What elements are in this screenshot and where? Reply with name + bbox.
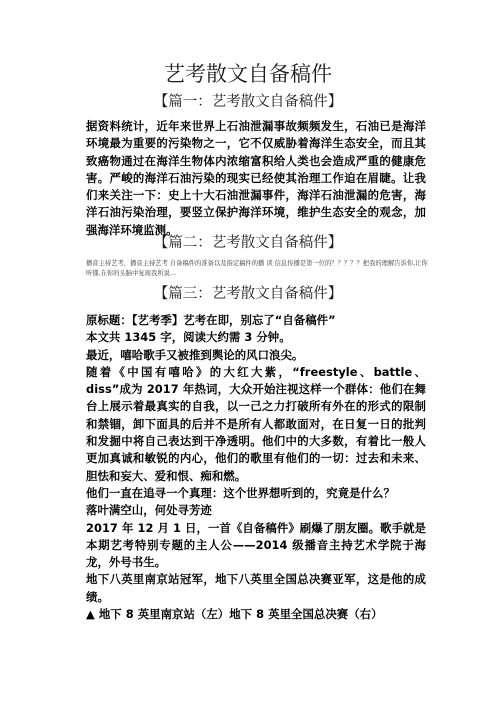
section-3-line: 地下八英里南京站冠军，地下八英里全国总决赛亚军，这是他的成绩。 xyxy=(86,572,426,604)
section-3-line: 最近，嘻哈歌手又被推到舆论的风口浪尖。 xyxy=(86,347,304,362)
section-3-line: 随着《中国有嘻哈》的大红大紫，“freestyle、battle、diss”成为 2017 年热词，大众开始注视这样一个群体：他们在舞台上展示着最真实的自我，以一己之力打破所有外在的形式的限制和禁锢，卸下面具的后并不是所有人都敢面对，在日复一日的批判和发掘中将自己表达到干净透明。他们中的大多数，有着比一般人更加真诚和敏锐的内心，他们的歌里有他们的一切：过去和未来、胆怯和妄大、爱和恨、痴和燃。 xyxy=(86,364,426,483)
section-1-paragraph xyxy=(86,118,426,239)
section-2-note: 播音主持艺考，播音主持艺考 自备稿件的准备以及指定稿件的播 读 信息传播是第一位的？？？？？把我的理解告诉你,让你听懂,在你的头脑中复现我所说... xyxy=(86,260,428,277)
section-1-text: 据资料统计，近年来世界上石油泄漏事故频频发生，石油已是海洋环境最为重要的污染物之一，它不仅威胁着海洋生态安全，而且其致癌物通过在海洋生物体内浓缩富积给人类也会造成严重的健康危害。严峻的海洋石油污染的现实已经使其治理工作迫在眉睫。让我们来关注一下：史上十大石油泄漏事件，海洋石油泄漏的危害，海洋石油污染治理，要竖立保护海洋环境，维护生态安全的观念，加强海洋环境监测。 xyxy=(86,119,426,237)
section-3-line: ▲ 地下 8 英里南京站（左）地下 8 英里全国总决赛（右） xyxy=(86,607,383,622)
section-heading-3: 【篇三：艺考散文自备稿件】 xyxy=(153,286,343,302)
section-3-line: 原标题：【艺考季】艺考在即，别忘了“自备稿件” xyxy=(86,313,336,327)
section-3-body xyxy=(86,312,426,623)
section-3-line: 本文共 1345 字，阅读大约需 3 分钟。 xyxy=(86,330,291,345)
document-title: 艺考散文自备稿件 xyxy=(164,62,332,86)
section-3-line: 他们一直在追寻一个真理：这个世界想听到的，究竟是什么？ xyxy=(86,485,395,500)
section-heading-2: 【篇二：艺考散文自备稿件】 xyxy=(153,235,343,251)
section-3-line: 落叶满空山，何处寻芳迹 xyxy=(86,503,212,518)
section-3-line: 2017 年 12 月 1 日，一首《自备稿件》刷爆了朋友圈。歌手就是本期艺考特别专题的主人公——2014 级播音主持艺术学院于海龙，外号书生。 xyxy=(86,520,426,570)
section-heading-1: 【篇一：艺考散文自备稿件】 xyxy=(153,94,343,110)
